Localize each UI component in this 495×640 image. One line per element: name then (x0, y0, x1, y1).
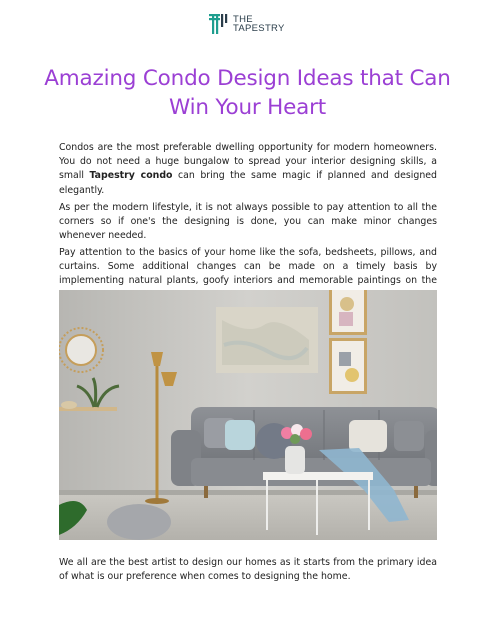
brand-logo[interactable] (208, 13, 285, 35)
logo-line-2: TAPESTRY (233, 23, 285, 34)
paragraph-closing: We all are the best artist to design our homes as it starts from the primary idea of what is our preference when comes to designing the home. (59, 557, 437, 583)
logo-line-1: THE (233, 14, 253, 25)
framed-print-top (329, 290, 367, 335)
logo-wordmark (233, 15, 285, 33)
paragraph-basics: Pay attention to the basics of your home like the sofa, bedsheets, pillows, and curtains. Some additional changes can be made on a timely basis by implementing natural plants, goofy interiors and memorable paintings on the (59, 247, 437, 287)
article-title: Amazing Condo Design Ideas that Can Win Your Heart (44, 66, 451, 120)
paragraph-intro (59, 141, 437, 198)
paragraph-intro-text-b: can bring the same magic if planned and designed elegantly. (59, 170, 437, 196)
paragraph-lifestyle: As per the modern lifestyle, it is not always possible to pay attention to all the corners so if one's the designing is done, you can make minor changes whenever needed. (59, 202, 437, 242)
canvas-painting (216, 307, 318, 373)
paragraph-intro-text-a: Condos are the most preferable dwelling opportunity for modern homeowners. You do not need a huge bungalow to spread your interior designing skills, a small (59, 142, 437, 182)
tapestry-condo-highlight: Tapestry condo (89, 170, 173, 182)
framed-print-bottom (329, 338, 367, 394)
tapestry-logo-icon (208, 13, 230, 35)
living-room-photo (59, 290, 437, 540)
